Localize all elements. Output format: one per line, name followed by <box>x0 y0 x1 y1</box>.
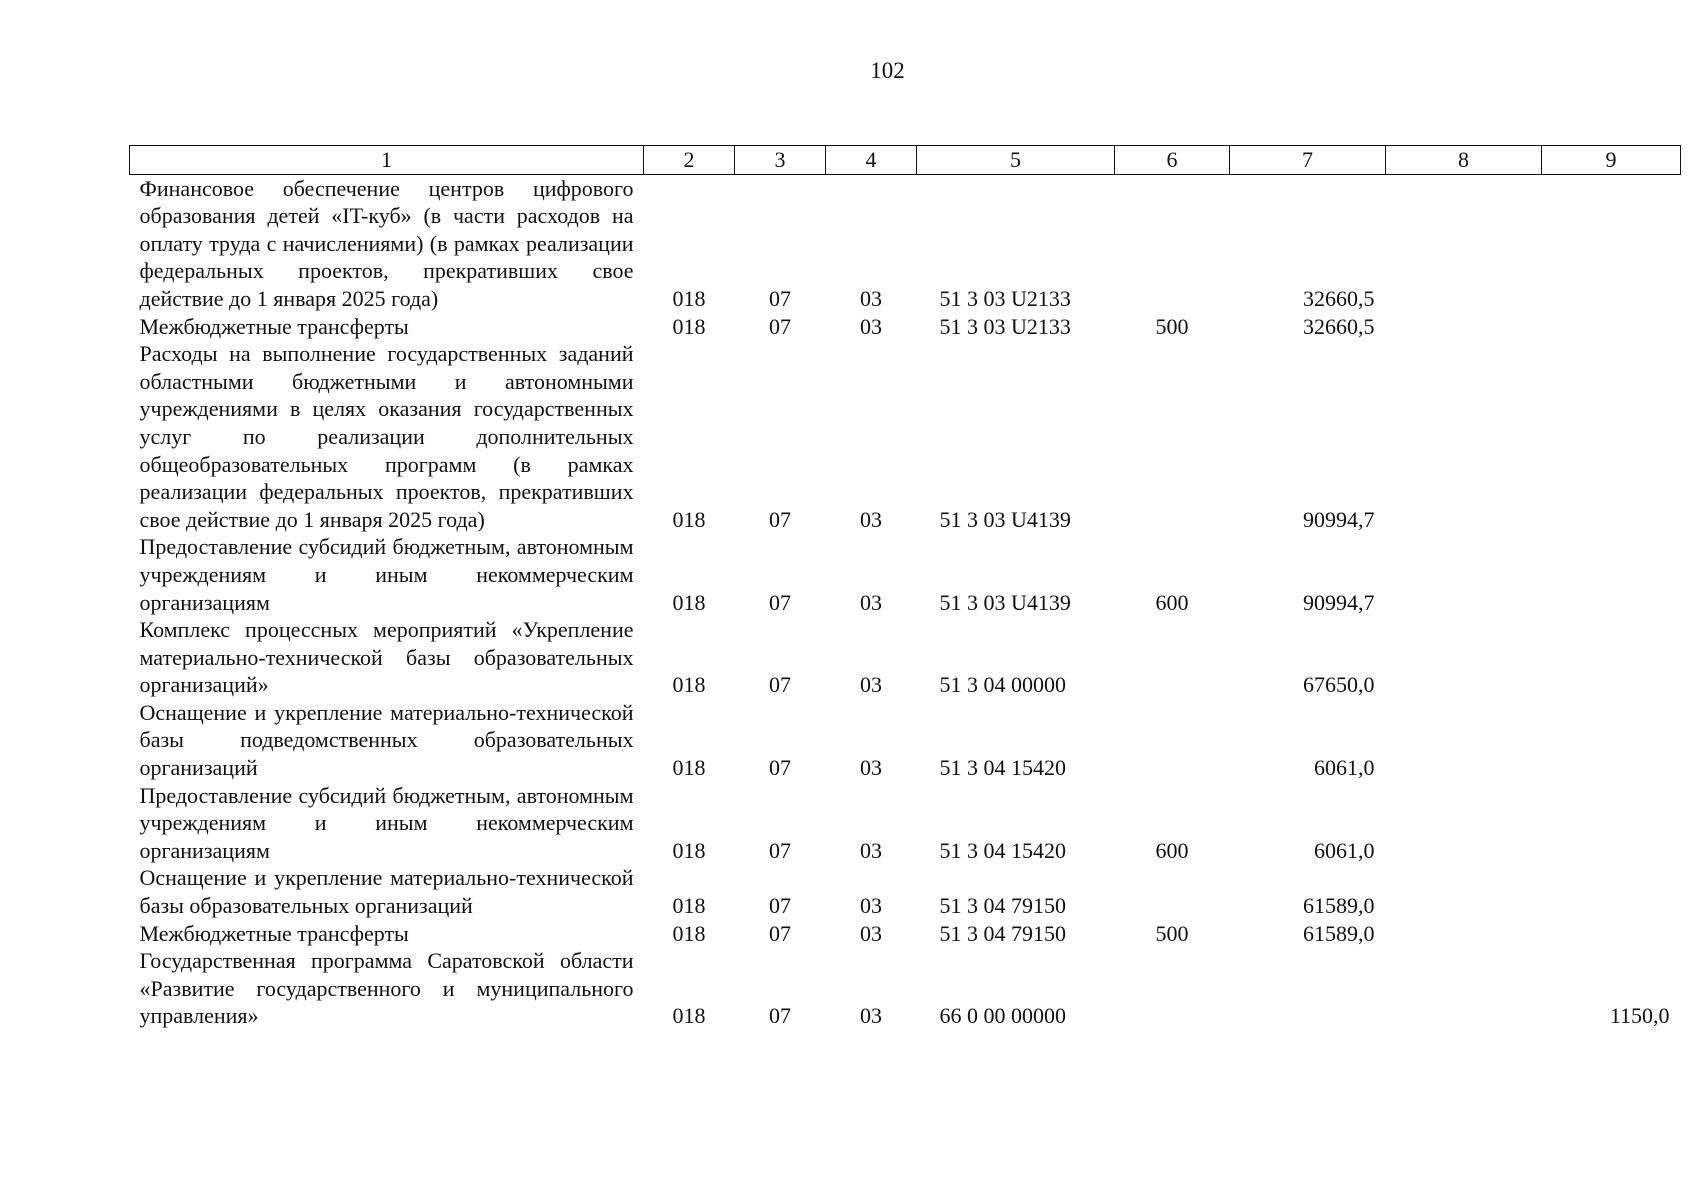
cell-target-article: 51 3 04 15420 <box>939 837 1066 863</box>
cell-ministry-code: 018 <box>672 313 706 339</box>
cell-amount-col8 <box>1386 313 1542 341</box>
row-description: Оснащение и укрепление материально-технической базы подведомственных образовательных организаций <box>139 699 634 781</box>
table-row <box>130 313 1681 341</box>
column-header: 6 <box>1115 146 1230 175</box>
cell-expense-type: 500 <box>1155 313 1189 339</box>
cell-subsection: 03 <box>860 893 882 919</box>
budget-table <box>129 145 1681 1030</box>
cell-ministry-code: 018 <box>672 893 706 919</box>
cell-amount-col9 <box>1542 782 1681 865</box>
cell-section: 07 <box>769 589 791 615</box>
cell-amount-col8 <box>1386 340 1542 533</box>
cell-amount-col8 <box>1386 616 1542 699</box>
column-header: 2 <box>644 146 735 175</box>
cell-amount-col7: 67650,0 <box>1303 672 1375 698</box>
table-row <box>130 616 1681 699</box>
cell-target-article: 51 3 03 U2133 <box>939 313 1071 339</box>
cell-target-article: 66 0 00 00000 <box>939 1003 1066 1029</box>
cell-target-article: 51 3 04 00000 <box>939 672 1066 698</box>
cell-section: 07 <box>769 920 791 946</box>
table-row <box>130 340 1681 533</box>
cell-subsection: 03 <box>860 672 882 698</box>
cell-section: 07 <box>769 837 791 863</box>
row-description: Финансовое обеспечение центров цифрового образования детей «IT-куб» (в части расходов на оплату труда с начислениями) (в рамках реализации федеральных проектов, прекративших свое действие до 1 января 2025 года) <box>139 175 634 311</box>
cell-ministry-code: 018 <box>672 506 706 532</box>
cell-amount-col7: 61589,0 <box>1303 920 1375 946</box>
page-number: 102 <box>870 58 905 83</box>
column-header: 5 <box>917 146 1115 175</box>
column-header: 4 <box>826 146 917 175</box>
cell-amount-col7: 61589,0 <box>1303 893 1375 919</box>
cell-amount-col7: 6061,0 <box>1314 755 1375 781</box>
table-row <box>130 699 1681 782</box>
cell-expense-type <box>1115 699 1230 782</box>
cell-section: 07 <box>769 893 791 919</box>
cell-section: 07 <box>769 285 791 311</box>
cell-expense-type: 600 <box>1155 837 1189 863</box>
cell-expense-type <box>1115 864 1230 919</box>
cell-ministry-code: 018 <box>672 920 706 946</box>
cell-amount-col8 <box>1386 864 1542 919</box>
row-description: Предоставление субсидий бюджетным, автономным учреждениям и иным некоммерческим организациям <box>139 782 634 863</box>
cell-amount-col8 <box>1386 782 1542 865</box>
cell-target-article: 51 3 03 U4139 <box>939 506 1071 532</box>
cell-ministry-code: 018 <box>672 672 706 698</box>
table-row <box>130 864 1681 919</box>
cell-section: 07 <box>769 1003 791 1029</box>
cell-amount-col7: 32660,5 <box>1303 285 1375 311</box>
cell-section: 07 <box>769 755 791 781</box>
header-row <box>130 146 1681 175</box>
cell-subsection: 03 <box>860 285 882 311</box>
cell-subsection: 03 <box>860 1003 882 1029</box>
column-header: 9 <box>1542 146 1681 175</box>
cell-amount-col9 <box>1542 616 1681 699</box>
cell-amount-col7: 90994,7 <box>1303 589 1375 615</box>
cell-subsection: 03 <box>860 920 882 946</box>
cell-target-article: 51 3 04 79150 <box>939 893 1066 919</box>
cell-ministry-code: 018 <box>672 589 706 615</box>
cell-amount-col7: 90994,7 <box>1303 506 1375 532</box>
cell-section: 07 <box>769 506 791 532</box>
row-description: Предоставление субсидий бюджетным, автономным учреждениям и иным некоммерческим организациям <box>139 534 634 615</box>
table-row <box>130 533 1681 616</box>
row-description: Межбюджетные трансферты <box>139 920 409 946</box>
cell-amount-col9 <box>1542 864 1681 919</box>
column-header: 8 <box>1386 146 1542 175</box>
cell-subsection: 03 <box>860 313 882 339</box>
row-description: Расходы на выполнение государственных заданий областными бюджетными и автономными учреждениями в целях оказания государственных услуг по реализации дополнительных общеобразовательных программ (в рамках реализации федеральных проектов, прекративших свое действие до 1 января 2025 года) <box>139 341 634 532</box>
cell-amount-col9 <box>1542 313 1681 341</box>
row-description: Комплекс процессных мероприятий «Укрепление материально-технической базы образовательных организаций» <box>139 617 634 698</box>
cell-subsection: 03 <box>860 506 882 532</box>
cell-section: 07 <box>769 672 791 698</box>
cell-ministry-code: 018 <box>672 755 706 781</box>
cell-expense-type: 500 <box>1155 920 1189 946</box>
row-description: Государственная программа Саратовской области «Развитие государственного и муниципального управления» <box>139 948 634 1029</box>
cell-amount-col9 <box>1542 174 1681 312</box>
column-header: 3 <box>735 146 826 175</box>
column-header: 7 <box>1230 146 1386 175</box>
cell-amount-col7 <box>1230 947 1386 1030</box>
table-row <box>130 174 1681 312</box>
cell-ministry-code: 018 <box>672 285 706 311</box>
cell-amount-col8 <box>1386 920 1542 948</box>
cell-expense-type <box>1115 947 1230 1030</box>
row-description: Оснащение и укрепление материально-технической базы образовательных организаций <box>139 865 634 919</box>
cell-expense-type <box>1115 616 1230 699</box>
cell-amount-col8 <box>1386 947 1542 1030</box>
cell-section: 07 <box>769 313 791 339</box>
cell-amount-col9 <box>1542 340 1681 533</box>
cell-target-article: 51 3 03 U4139 <box>939 589 1071 615</box>
cell-target-article: 51 3 03 U2133 <box>939 285 1071 311</box>
cell-ministry-code: 018 <box>672 1003 706 1029</box>
cell-amount-col9 <box>1542 699 1681 782</box>
table-row <box>130 947 1681 1030</box>
cell-amount-col7: 6061,0 <box>1314 837 1375 863</box>
cell-subsection: 03 <box>860 589 882 615</box>
cell-amount-col8 <box>1386 699 1542 782</box>
column-header: 1 <box>130 146 644 175</box>
cell-expense-type <box>1115 174 1230 312</box>
table-row <box>130 782 1681 865</box>
table-row <box>130 920 1681 948</box>
cell-amount-col8 <box>1386 174 1542 312</box>
cell-expense-type <box>1115 340 1230 533</box>
row-description: Межбюджетные трансферты <box>139 313 409 339</box>
cell-target-article: 51 3 04 15420 <box>939 755 1066 781</box>
cell-expense-type: 600 <box>1155 589 1189 615</box>
cell-subsection: 03 <box>860 755 882 781</box>
cell-amount-col8 <box>1386 533 1542 616</box>
cell-target-article: 51 3 04 79150 <box>939 920 1066 946</box>
cell-amount-col9 <box>1542 920 1681 948</box>
cell-ministry-code: 018 <box>672 837 706 863</box>
cell-amount-col9: 1150,0 <box>1609 1003 1670 1029</box>
cell-amount-col9 <box>1542 533 1681 616</box>
cell-subsection: 03 <box>860 837 882 863</box>
cell-amount-col7: 32660,5 <box>1303 313 1375 339</box>
